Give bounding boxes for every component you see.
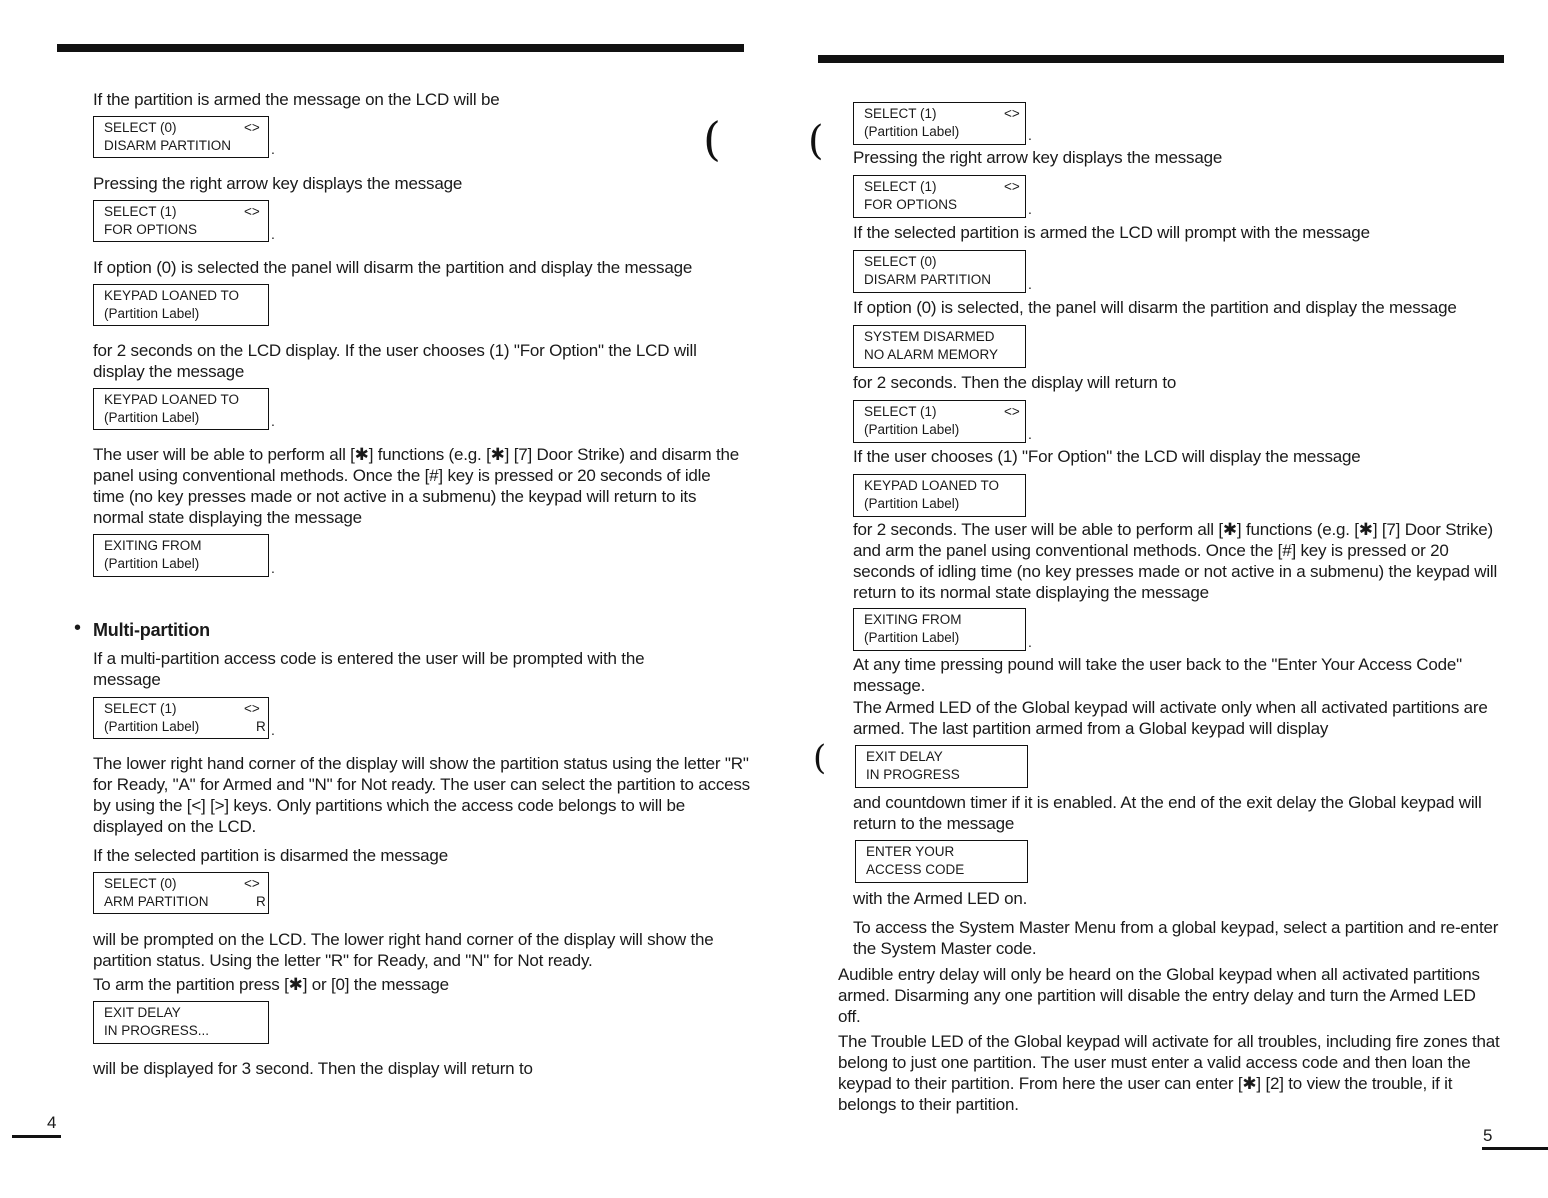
- lcd-display: [93, 200, 269, 242]
- lcd-line-2: (Partition Label): [864, 124, 960, 139]
- lcd-arrows: <>: [244, 204, 260, 219]
- period: .: [271, 560, 275, 576]
- lcd-line-2: (Partition Label): [864, 422, 960, 437]
- binding-mark: (: [703, 112, 721, 166]
- bullet: •: [74, 617, 82, 639]
- lcd-line-1: EXIT DELAY: [104, 1005, 181, 1020]
- paragraph: Pressing the right arrow key displays the message: [853, 148, 1223, 167]
- period: .: [271, 141, 275, 157]
- lcd-line-1: SELECT (0): [104, 876, 177, 891]
- lcd-line-1: KEYPAD LOANED TO: [104, 392, 240, 407]
- lcd-display: [93, 697, 269, 739]
- period: .: [271, 226, 275, 242]
- lcd-line-2: ACCESS CODE: [866, 862, 965, 877]
- paragraph: If the user chooses (1) "For Option" the LCD will display the message: [853, 447, 1361, 466]
- lcd-display: [93, 388, 269, 430]
- paragraph: If option (0) is selected the panel will disarm the partition and display the message: [93, 258, 693, 277]
- period: .: [1028, 127, 1032, 143]
- page-number: 5: [1483, 1126, 1493, 1145]
- lcd-line-2: (Partition Label): [864, 630, 960, 645]
- lcd-line-2: IN PROGRESS...: [104, 1023, 210, 1038]
- paragraph: will be prompted on the LCD. The lower right hand corner of the display will show the partition status. Using the letter "R" for Ready, and "N" for Not ready.: [93, 930, 714, 970]
- paragraph: The user will be able to perform all [✱] functions (e.g. [✱] [7] Door Strike) and disarm the panel using conventional methods. Once the [#] key is pressed or 20 seconds of idle time (no key presses made or not active in a submenu) the keypad will return to its normal state displaying the message: [93, 445, 739, 527]
- paragraph: To access the System Master Menu from a global keypad, select a partition and re-enter the System Master code.: [853, 918, 1499, 958]
- lcd-status: R: [256, 719, 266, 734]
- lcd-display: [853, 474, 1026, 517]
- paragraph: The lower right hand corner of the display will show the partition status using the letter "R" for Ready, "A" for Armed and "N" for Not ready. The user can select the partition to access by using the [<] [>] keys. Only partitions which the access code belongs to will be displayed on the LCD.: [93, 754, 750, 836]
- lcd-line-2: FOR OPTIONS: [104, 222, 198, 237]
- paragraph: If a multi-partition access code is entered the user will be prompted with the message: [93, 649, 645, 689]
- lcd-line-1: EXITING FROM: [104, 538, 202, 553]
- lcd-line-1: ENTER YOUR: [866, 844, 955, 859]
- lcd-display: [853, 400, 1026, 443]
- period: .: [271, 722, 275, 738]
- page-number: 4: [47, 1113, 57, 1132]
- lcd-arrows: <>: [244, 876, 260, 891]
- period: .: [1028, 201, 1032, 217]
- lcd-line-1: SELECT (0): [104, 120, 177, 135]
- paragraph: At any time pressing pound will take the user back to the "Enter Your Access Code" message.: [853, 655, 1462, 695]
- lcd-arrows: <>: [1004, 179, 1020, 194]
- paragraph: The Trouble LED of the Global keypad will activate for all troubles, including fire zones that belong to just one partition. The user must enter a valid access code and then loan the keypad to their partition. From here the user can enter [✱] [2] to view the trouble, if it belongs to their partition.: [838, 1032, 1500, 1114]
- lcd-display: [855, 840, 1028, 883]
- lcd-line-1: EXITING FROM: [864, 612, 962, 627]
- lcd-display: [93, 534, 269, 577]
- lcd-line-1: EXIT DELAY: [866, 749, 943, 764]
- paragraph: To arm the partition press [✱] or [0] the message: [93, 975, 449, 994]
- lcd-display: [853, 325, 1026, 368]
- paragraph: Audible entry delay will only be heard on the Global keypad when all activated partitions armed. Disarming any one partition will disable the entry delay and turn the Armed LED off.: [838, 965, 1480, 1026]
- period: .: [1028, 634, 1032, 650]
- paragraph: and countdown timer if it is enabled. At the end of the exit delay the Global keypad will return to the message: [853, 793, 1482, 833]
- lcd-display: [93, 116, 269, 158]
- binding-mark: (: [813, 738, 827, 778]
- lcd-line-1: KEYPAD LOANED TO: [104, 288, 240, 303]
- lcd-line-2: (Partition Label): [104, 410, 200, 425]
- lcd-line-1: SELECT (1): [864, 179, 937, 194]
- lcd-display: [853, 102, 1026, 145]
- lcd-line-2: NO ALARM MEMORY: [864, 347, 999, 362]
- lcd-line-1: SYSTEM DISARMED: [864, 329, 995, 344]
- lcd-status: R: [256, 894, 266, 909]
- paragraph: for 2 seconds. The user will be able to perform all [✱] functions (e.g. [✱] [7] Door Strike) and arm the panel using conventional methods. Once the [#] key is pressed or 20 seconds of idling time (no key presses made or not active in a submenu) the keypad will return to its normal state displaying the message: [853, 520, 1498, 602]
- paragraph: If the selected partition is armed the LCD will prompt with the message: [853, 223, 1370, 242]
- paragraph: If the partition is armed the message on the LCD will be: [93, 90, 500, 109]
- paragraph: for 2 seconds on the LCD display. If the user chooses (1) "For Option" the LCD will display the message: [93, 341, 697, 381]
- lcd-display: [93, 284, 269, 326]
- lcd-arrows: <>: [244, 701, 260, 716]
- lcd-line-1: KEYPAD LOANED TO: [864, 478, 1000, 493]
- paragraph: The Armed LED of the Global keypad will activate only when all activated partitions are armed. The last partition armed from a Global keypad will display: [853, 698, 1488, 738]
- lcd-line-2: FOR OPTIONS: [864, 197, 958, 212]
- lcd-line-1: SELECT (1): [864, 106, 937, 121]
- lcd-display: [93, 1001, 269, 1044]
- period: .: [1028, 426, 1032, 442]
- period: .: [271, 413, 275, 429]
- section-heading: Multi-partition: [93, 620, 210, 640]
- lcd-arrows: <>: [1004, 106, 1020, 121]
- lcd-line-2: (Partition Label): [104, 556, 200, 571]
- lcd-arrows: <>: [1004, 404, 1020, 419]
- lcd-line-1: SELECT (1): [864, 404, 937, 419]
- period: .: [1028, 276, 1032, 292]
- lcd-line-2: (Partition Label): [104, 719, 200, 734]
- lcd-line-2: ARM PARTITION: [104, 894, 209, 909]
- paragraph: will be displayed for 3 second. Then the display will return to: [93, 1059, 533, 1078]
- paragraph: with the Armed LED on.: [853, 889, 1028, 908]
- lcd-display: [93, 872, 269, 914]
- left-top-rule: [57, 44, 744, 52]
- lcd-line-2: (Partition Label): [864, 496, 960, 511]
- paragraph: Pressing the right arrow key displays the message: [93, 174, 463, 193]
- lcd-display: [853, 608, 1026, 651]
- page-number-rule: [12, 1135, 61, 1138]
- lcd-display: [853, 175, 1026, 218]
- paragraph: If option (0) is selected, the panel will disarm the partition and display the message: [853, 298, 1457, 317]
- paragraph: for 2 seconds. Then the display will return to: [853, 373, 1177, 392]
- lcd-line-1: SELECT (1): [104, 701, 177, 716]
- page-number-rule: [1482, 1147, 1548, 1150]
- right-top-rule: [818, 55, 1504, 63]
- lcd-line-2: IN PROGRESS: [866, 767, 960, 782]
- lcd-line-2: DISARM PARTITION: [864, 272, 992, 287]
- binding-mark: (: [808, 118, 824, 164]
- lcd-arrows: <>: [244, 120, 260, 135]
- paragraph: If the selected partition is disarmed the message: [93, 846, 448, 865]
- lcd-line-1: SELECT (1): [104, 204, 177, 219]
- lcd-line-1: SELECT (0): [864, 254, 937, 269]
- lcd-display: [855, 745, 1028, 788]
- lcd-line-2: (Partition Label): [104, 306, 200, 321]
- lcd-display: [853, 250, 1026, 293]
- lcd-line-2: DISARM PARTITION: [104, 138, 232, 153]
